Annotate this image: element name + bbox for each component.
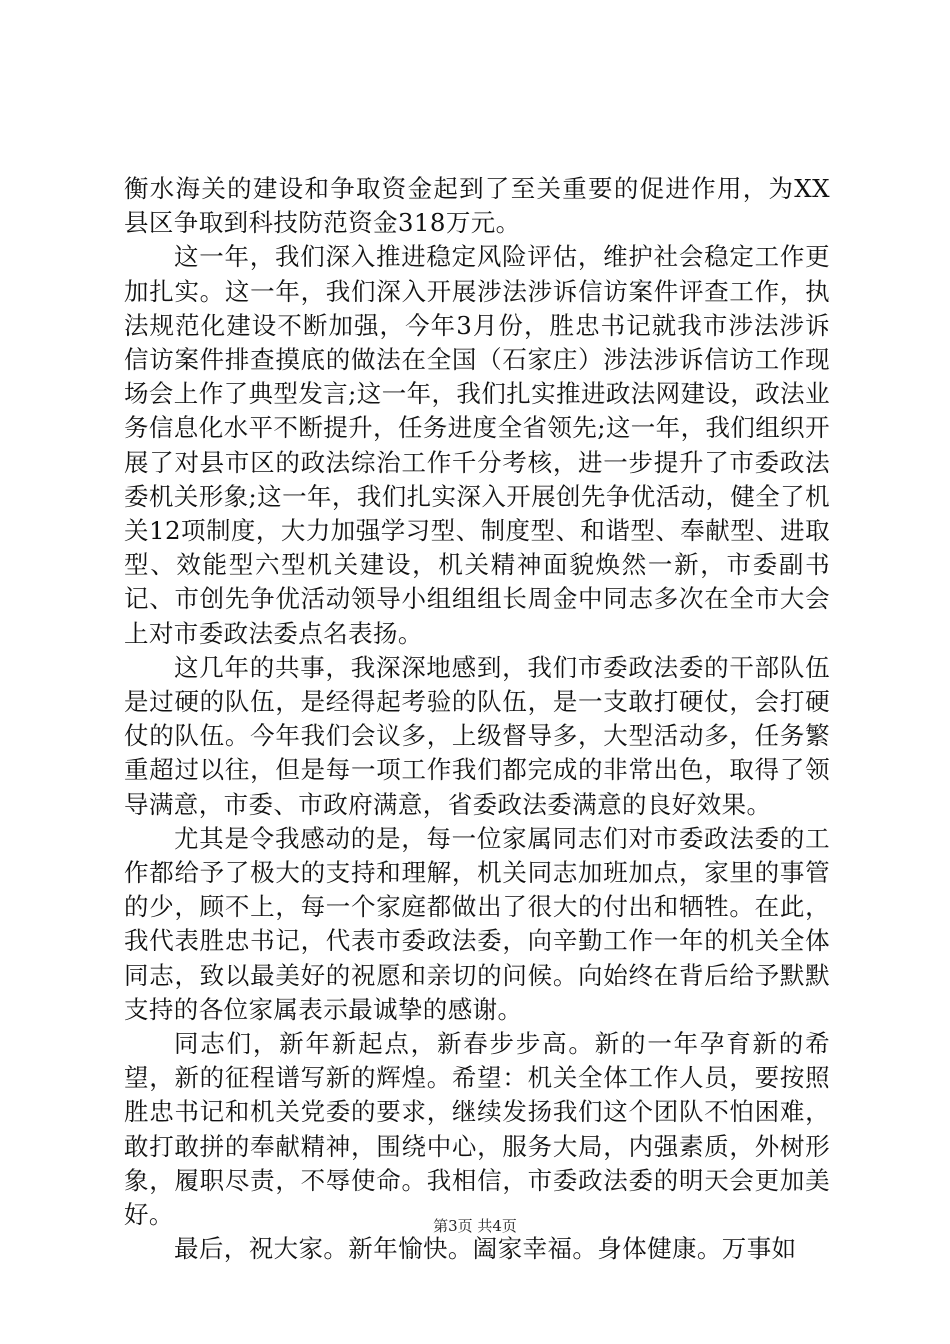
document-body xyxy=(124,172,830,1267)
paragraph-new-year-hopes: 同志们，新年新起点，新春步步高。新的一年孕育新的希望，新的征程谱写新的辉煌。希望：机关全体工作人员，要按照胜忠书记和机关党委的要求，继续发扬我们这个团队不怕困难，敢打敢拼的奉献精神，围绕中心，服务大局，内强素质，外树形象，履职尽责，不辱使命。我相信，市委政法委的明天会更加美好。 xyxy=(124,1029,830,1230)
paragraph-year-achievements: 这一年，我们深入推进稳定风险评估，维护社会稳定工作更加扎实。这一年，我们深入开展涉法涉诉信访案件评查工作，执法规范化建设不断加强，今年3月份，胜忠书记就我市涉法涉诉信访案件排查摸底的做法在全国（石家庄）涉法涉诉信访工作现场会上作了典型发言;这一年，我们扎实推进政法网建设，政法业务信息化水平不断提升，任务进度全省领先;这一年，我们组织开展了对县市区的政法综治工作千分考核，进一步提升了市委政法委机关形象;这一年，我们扎实深入开展创先争优活动，健全了机关12项制度，大力加强学习型、制度型、和谐型、奉献型、进取型、效能型六型机关建设，机关精神面貌焕然一新，市委副书记、市创先争优活动领导小组组组长周金中同志多次在全市大会上对市委政法委点名表扬。 xyxy=(124,242,830,648)
page-number-footer: 第3页 共4页 xyxy=(433,1217,517,1235)
paragraph-family-thanks: 尤其是令我感动的是，每一位家属同志们对市委政法委的工作都给予了极大的支持和理解，机关同志加班加点，家里的事管的少，顾不上，每一个家庭都做出了很大的付出和牺牲。在此，我代表胜忠书记，代表市委政法委，向辛勤工作一年的机关全体同志，致以最美好的祝愿和亲切的问候。向始终在背后给予默默支持的各位家属表示最诚挚的感谢。 xyxy=(124,823,830,1024)
paragraph-continuation: 衡水海关的建设和争取资金起到了至关重要的促进作用，为XX县区争取到科技防范资金318万元。 xyxy=(124,174,830,238)
paragraph-closing-wishes: 最后，祝大家。新年愉快。阖家幸福。身体健康。万事如 xyxy=(174,1234,797,1264)
paragraph-team-praise: 这几年的共事，我深深地感到，我们市委政法委的干部队伍是过硬的队伍，是经得起考验的队伍，是一支敢打硬仗，会打硬仗的队伍。今年我们会议多，上级督导多，大型活动多，任务繁重超过以往，但是每一项工作我们都完成的非常出色，取得了领导满意，市委、市政府满意，省委政法委满意的良好效果。 xyxy=(124,652,830,819)
